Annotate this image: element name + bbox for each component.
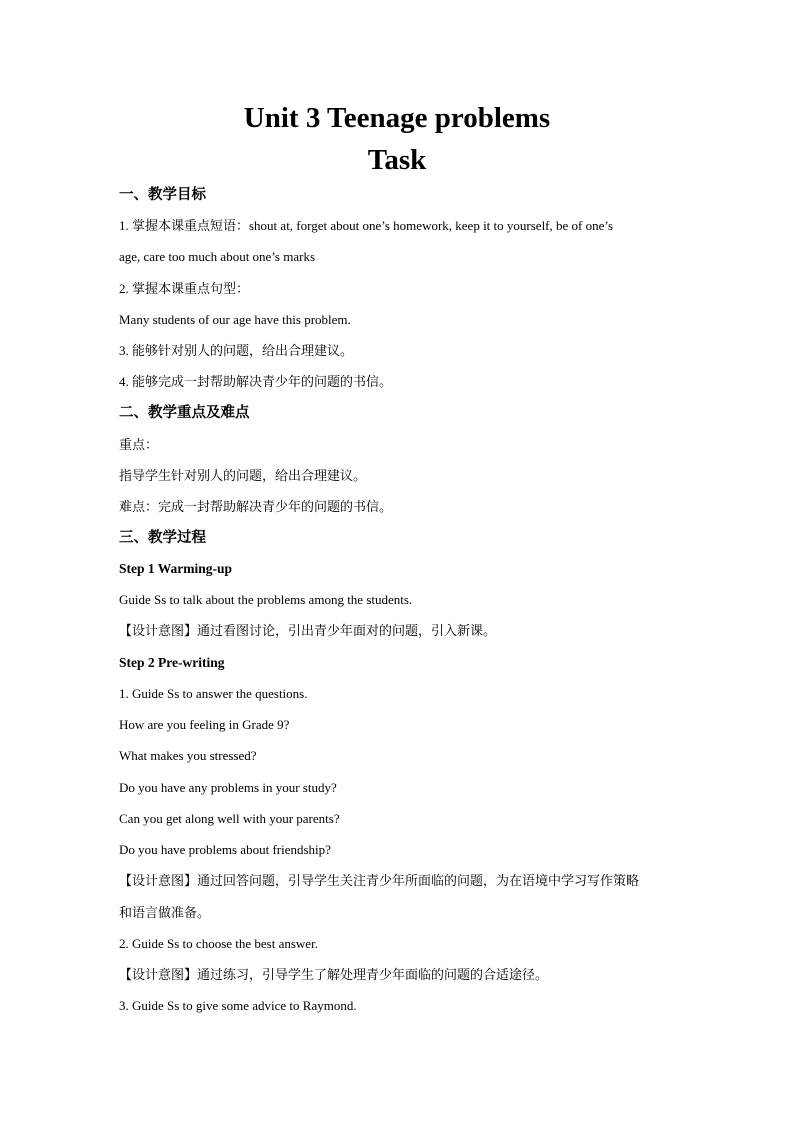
body-line: 指导学生针对别人的问题，给出合理建议。 (119, 468, 367, 483)
body-line: 【设计意图】通过看图讨论，引出青少年面对的问题，引入新课。 (119, 623, 497, 638)
document-title: Unit 3 Teenage problems (243, 102, 551, 134)
body-line: Many students of our age have this problem. (119, 312, 351, 327)
body-line: What makes you stressed? (119, 748, 257, 763)
section-heading: 三、教学过程 (119, 530, 206, 546)
body-line: 3. 能够针对别人的问题，给出合理建议。 (119, 343, 354, 358)
body-line: 4. 能够完成一封帮助解决青少年的问题的书信。 (119, 374, 393, 389)
step-heading: Step 1 Warming-up (119, 561, 233, 576)
body-line: 【设计意图】通过回答问题，引导学生关注青少年所面临的问题，为在语境中学习写作策略 (119, 873, 640, 888)
body-line: 3. Guide Ss to give some advice to Raymond. (119, 998, 357, 1013)
body-line: Do you have any problems in your study? (119, 780, 337, 795)
body-line: 难点：完成一封帮助解决青少年的问题的书信。 (119, 499, 393, 514)
body-line: Do you have problems about friendship? (119, 842, 331, 857)
document-subtitle: Task (367, 144, 427, 176)
body-line: 2. 掌握本课重点句型： (119, 281, 250, 296)
body-line: 和语言做准备。 (119, 905, 211, 920)
body-line: 1. Guide Ss to answer the questions. (119, 686, 308, 701)
body-line: age, care too much about one’s marks (119, 249, 316, 264)
body-line: Can you get along well with your parents? (119, 811, 340, 826)
step-heading: Step 2 Pre-writing (119, 655, 225, 670)
section-heading: 二、教学重点及难点 (119, 405, 250, 421)
body-line: 1. 掌握本课重点短语：shout at, forget about one’s homework, keep it to yourself, be of one’s (119, 218, 614, 233)
body-line: Guide Ss to talk about the problems among the students. (119, 592, 413, 607)
body-line: 重点： (119, 437, 159, 452)
body-line: 【设计意图】通过练习，引导学生了解处理青少年面临的问题的合适途径。 (119, 967, 549, 982)
body-line: 2. Guide Ss to choose the best answer. (119, 936, 318, 951)
body-line: How are you feeling in Grade 9? (119, 717, 290, 732)
section-heading: 一、教学目标 (119, 187, 206, 203)
